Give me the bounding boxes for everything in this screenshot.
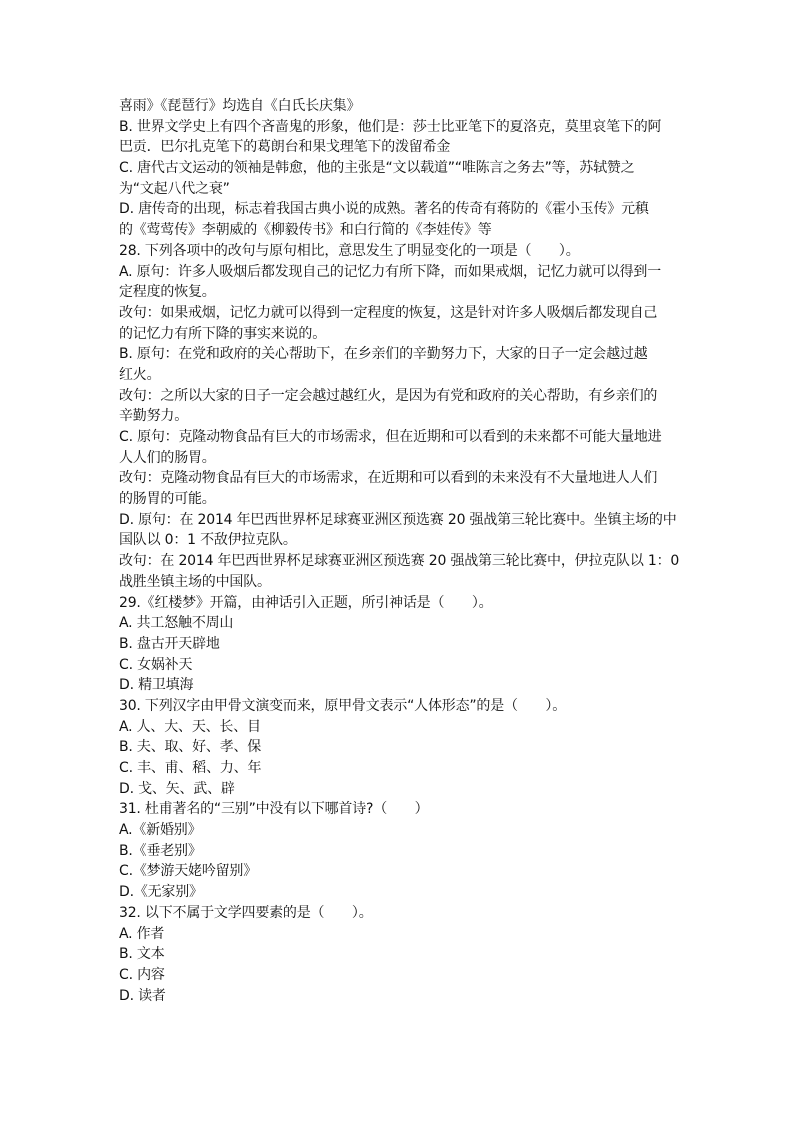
- text-line: C. 丰、甫、稻、力、年: [119, 760, 262, 776]
- text-line: D. 读者: [119, 987, 166, 1004]
- text-line: A. 原句：许多人吸烟后都发现自己的记忆力有所下降，而如果戒烟，记忆力就可以得到一: [119, 263, 662, 280]
- text-line: B. 原句：在党和政府的关心帮助下，在乡亲们的辛勤努力下，大家的日子一定会越过越: [119, 346, 648, 363]
- text-line: 巴贡．巴尔扎克笔下的葛朗台和果戈理笔下的泼留希金: [119, 139, 451, 156]
- text-line: 改句：克隆动物食品有巨大的市场需求，在近期和可以看到的未来没有不大量地进人人们: [119, 470, 658, 487]
- text-line: 30. 下列汉字由甲骨文演变而来，原甲骨文表示“人体形态”的是（ ）。: [119, 697, 567, 714]
- text-line: 32. 以下不属于文学四要素的是（ ）。: [119, 904, 373, 921]
- text-line: 喜雨》《琵琶行》均选自《白氏长庆集》: [119, 98, 361, 114]
- text-line: 的记忆力有所下降的事实来说的。: [119, 325, 326, 342]
- text-line: A. 作者: [119, 925, 165, 942]
- text-line: B. 夫、取、好、孝、保: [119, 739, 262, 756]
- document-body: [119, 96, 679, 1006]
- text-line: 29.《红楼梦》开篇，由神话引入正题，所引神话是（ ）。: [119, 594, 493, 611]
- text-line: C. 唐代古文运动的领袖是韩愈，他的主张是“文以载道”“唯陈言之务去”等，苏轼赞之: [119, 160, 635, 177]
- text-line: B.《垂老别》: [119, 842, 202, 859]
- text-line: C.《梦游天姥吟留别》: [119, 863, 258, 880]
- text-line: 的肠胃的可能。: [119, 491, 216, 508]
- text-line: D. 精卫填海: [119, 677, 194, 694]
- text-line: 红火。: [119, 366, 161, 383]
- text-line: D. 戈、矢、武、辟: [119, 780, 235, 797]
- text-line: 的《莺莺传》李朝威的《柳毅传书》和白行简的《李娃传》等: [119, 222, 492, 239]
- text-line: C. 内容: [119, 966, 165, 983]
- text-line: D. 原句：在 2014 年巴西世界杯足球赛亚洲区预选赛 20 强战第三轮比赛中。坐镇主场的中: [119, 511, 677, 528]
- text-line: 改句：在 2014 年巴西世界杯足球赛亚洲区预选赛 20 强战第三轮比赛中，伊拉克队以 1：0: [119, 553, 680, 570]
- text-line: A.《新婚别》: [119, 822, 202, 839]
- text-line: C. 原句：克隆动物食品有巨大的市场需求，但在近期和可以看到的未来都不可能大量地进: [119, 429, 662, 445]
- text-line: 定程度的恢复。: [119, 284, 216, 301]
- text-line: 改句：之所以大家的日子一定会越过越红火，是因为有党和政府的关心帮助，有乡亲们的: [119, 387, 658, 404]
- text-line: C. 女娲补天: [119, 656, 193, 673]
- text-line: 国队以 0：1 不敌伊拉克队。: [119, 532, 297, 549]
- text-line: A. 共工怒触不周山: [119, 615, 234, 632]
- text-line: 辛勤努力。: [119, 408, 188, 425]
- text-line: 战胜坐镇主场的中国队。: [119, 573, 271, 590]
- text-line: B. 盘古开天辟地: [119, 635, 220, 652]
- text-line: 为“文起八代之衰”: [119, 180, 230, 197]
- text-line: 改句：如果戒烟，记忆力就可以得到一定程度的恢复，这是针对许多人吸烟后都发现自己: [119, 304, 658, 321]
- text-line: 31. 杜甫著名的“三别”中没有以下哪首诗?（ ）: [119, 801, 429, 818]
- text-line: D.《无家别》: [119, 884, 203, 901]
- text-line: B. 世界文学史上有四个吝啬鬼的形象，他们是：莎士比亚笔下的夏洛克，莫里哀笔下的阿: [119, 118, 662, 135]
- text-line: A. 人、大、天、长、目: [119, 718, 261, 735]
- text-line: 28. 下列各项中的改句与原句相比，意思发生了明显变化的一项是（ ）。: [119, 242, 580, 259]
- text-line: B. 文本: [119, 946, 165, 963]
- text-line: D. 唐传奇的出现，标志着我国古典小说的成熟。著名的传奇有蒋防的《霍小玉传》元稹: [119, 201, 649, 218]
- text-line: 人人们的肠胃。: [119, 449, 216, 466]
